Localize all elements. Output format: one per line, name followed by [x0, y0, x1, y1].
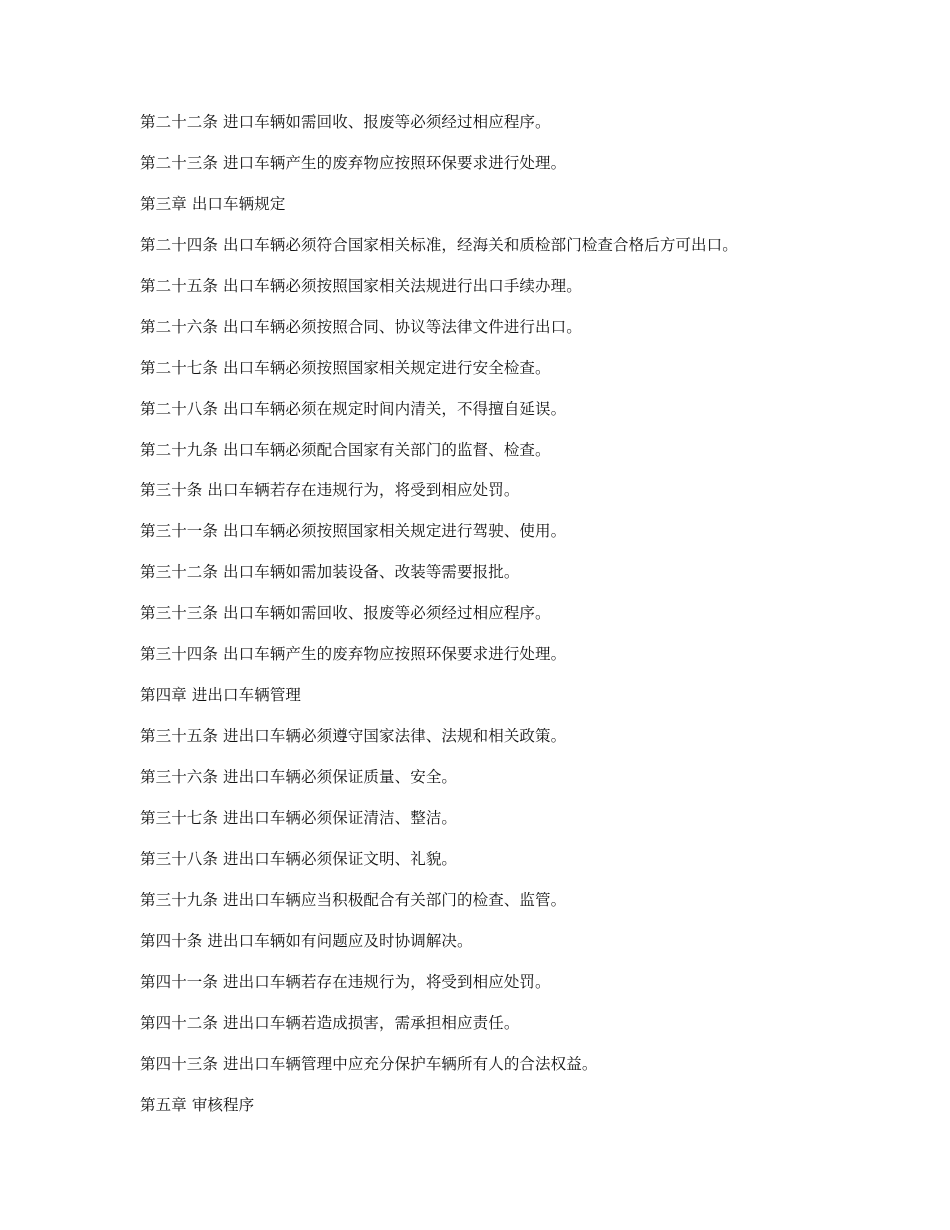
article-41: 第四十一条 进出口车辆若存在违规行为，将受到相应处罚。 [140, 972, 551, 991]
article-24: 第二十四条 出口车辆必须符合国家相关标准，经海关和质检部门检查合格后方可出口。 [140, 235, 738, 254]
article-38: 第三十八条 进出口车辆必须保证文明、礼貌。 [140, 849, 458, 868]
document-body [140, 112, 860, 1135]
chapter-4-heading: 第四章 进出口车辆管理 [140, 686, 302, 705]
article-30: 第三十条 出口车辆若存在违规行为，将受到相应处罚。 [140, 481, 520, 500]
article-34: 第三十四条 出口车辆产生的废弃物应按照环保要求进行处理。 [140, 645, 567, 664]
article-37: 第三十七条 进出口车辆必须保证清洁、整洁。 [140, 808, 458, 827]
article-33: 第三十三条 出口车辆如需回收、报废等必须经过相应程序。 [140, 604, 551, 623]
article-43: 第四十三条 进出口车辆管理中应充分保护车辆所有人的合法权益。 [140, 1054, 598, 1073]
chapter-3-heading: 第三章 出口车辆规定 [140, 194, 286, 213]
article-32: 第三十二条 出口车辆如需加装设备、改装等需要报批。 [140, 563, 520, 582]
article-22: 第二十二条 进口车辆如需回收、报废等必须经过相应程序。 [140, 113, 551, 131]
article-26: 第二十六条 出口车辆必须按照合同、协议等法律文件进行出口。 [140, 317, 582, 336]
article-28: 第二十八条 出口车辆必须在规定时间内清关，不得擅自延误。 [140, 399, 567, 418]
article-39: 第三十九条 进出口车辆应当积极配合有关部门的检查、监管。 [140, 890, 567, 909]
article-36: 第三十六条 进出口车辆必须保证质量、安全。 [140, 768, 458, 786]
article-35: 第三十五条 进出口车辆必须遵守国家法律、法规和相关政策。 [140, 727, 567, 746]
article-40: 第四十条 进出口车辆如有问题应及时协调解决。 [140, 931, 473, 950]
article-23: 第二十三条 进口车辆产生的废弃物应按照环保要求进行处理。 [140, 153, 567, 172]
chapter-5-heading: 第五章 审核程序 [140, 1095, 255, 1114]
article-27: 第二十七条 出口车辆必须按照国家相关规定进行安全检查。 [140, 358, 551, 377]
article-42: 第四十二条 进出口车辆若造成损害，需承担相应责任。 [140, 1013, 520, 1032]
article-29: 第二十九条 出口车辆必须配合国家有关部门的监督、检查。 [140, 440, 551, 459]
article-25: 第二十五条 出口车辆必须按照国家相关法规进行出口手续办理。 [140, 276, 582, 295]
article-31: 第三十一条 出口车辆必须按照国家相关规定进行驾驶、使用。 [140, 522, 567, 541]
